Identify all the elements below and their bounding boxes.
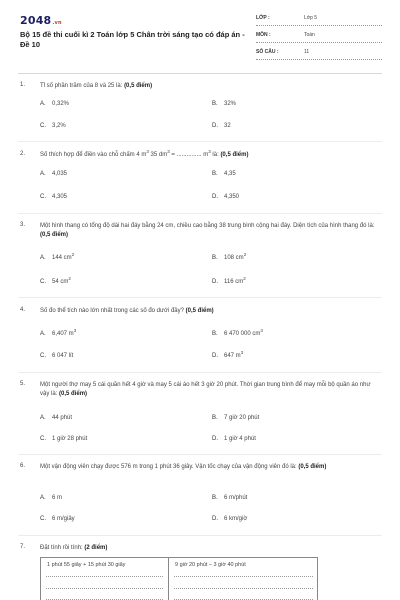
unit-exponent: 3 — [167, 149, 170, 154]
unit-exponent: 3 — [260, 328, 263, 333]
option-value: 0,32% — [52, 101, 70, 107]
question-number: 1. — [20, 82, 26, 88]
option-value: 4,305 — [52, 194, 68, 200]
question-divider — [18, 454, 382, 455]
unit-exponent: 2 — [243, 276, 246, 281]
question-points: (0,5 điểm) — [124, 83, 153, 89]
option-letter: B. — [212, 415, 218, 421]
question-points: (0,5 điểm) — [298, 464, 327, 470]
option-letter: B. — [212, 331, 218, 337]
unit-exponent: 3 — [146, 149, 149, 154]
option-value: 108 cm — [224, 255, 244, 261]
option-letter: D. — [212, 353, 218, 359]
question-prompt: Tỉ số phần trăm của 8 và 25 là: — [40, 83, 123, 89]
option-value: 6 km/giờ — [224, 516, 248, 522]
question-prompt: Một vận động viên chạy được 576 m trong 1 phút 36 giây. Vận tốc chạy của vận động viên đó là: — [40, 464, 297, 470]
calculation-expression: 1 phút 55 giây + 15 phút 30 giây — [47, 562, 126, 568]
option-letter: B. — [212, 171, 218, 177]
unit-exponent: 3 — [73, 328, 77, 333]
meta-value: 11 — [304, 49, 310, 55]
option-letter: C. — [40, 279, 46, 285]
meta-key: LỚP : — [256, 15, 270, 21]
option-a[interactable] — [40, 415, 72, 421]
unit-exponent: 2 — [68, 276, 71, 281]
question-prompt: Một người thợ may 5 cái quần hết 4 giờ và may 5 cái áo hết 3 giờ 20 phút. Thời gian trung bình để may mỗi bộ quần áo như vậy là: — [40, 382, 371, 397]
option-c[interactable] — [40, 436, 87, 442]
logo-tld: .vn — [52, 20, 62, 26]
question-divider — [18, 535, 382, 536]
meta-subject — [256, 31, 382, 43]
question-prompt: là: — [210, 152, 219, 158]
option-b[interactable] — [212, 415, 259, 421]
question-text — [40, 222, 380, 240]
unit-exponent: 2 — [71, 252, 75, 257]
question-text — [40, 82, 380, 91]
answer-line[interactable] — [174, 576, 313, 577]
question-number: 6. — [20, 463, 26, 469]
option-b[interactable] — [212, 328, 263, 337]
option-d[interactable] — [212, 123, 231, 129]
option-d[interactable] — [212, 350, 244, 359]
option-a[interactable] — [40, 171, 67, 177]
meta-question-count — [256, 48, 382, 60]
option-letter: A. — [40, 495, 46, 501]
option-value: 6 047 lít — [52, 353, 74, 359]
question-points: (0,5 điểm) — [220, 152, 249, 158]
question-divider — [18, 141, 382, 142]
option-value: 3,2% — [52, 123, 66, 129]
option-value: 116 cm — [224, 279, 244, 285]
calculation-cell-left — [41, 558, 169, 600]
option-a[interactable] — [40, 101, 69, 107]
unit-exponent: 3 — [240, 350, 244, 355]
option-letter: C. — [40, 516, 46, 522]
option-letter: C. — [40, 436, 46, 442]
option-d[interactable] — [212, 194, 239, 200]
site-logo[interactable] — [20, 14, 62, 27]
option-value: 6,407 m — [52, 331, 74, 337]
question-number: 5. — [20, 381, 26, 387]
question-text — [40, 544, 380, 553]
exam-title: Bộ 15 đề thi cuối kì 2 Toán lớp 5 Chân trời sáng tạo có đáp án - Đề 10 — [20, 30, 245, 49]
option-d[interactable] — [212, 276, 246, 285]
option-letter: B. — [212, 495, 218, 501]
option-value: 54 cm — [52, 279, 69, 285]
option-a[interactable] — [40, 495, 62, 501]
option-value: 6 m/phút — [224, 495, 248, 501]
question-prompt: Số đo thể tích nào lớn nhất trong các số đo dưới đây? — [40, 308, 184, 314]
option-d[interactable] — [212, 516, 247, 522]
question-number: 7. — [20, 544, 26, 550]
unit-exponent: 3 — [208, 149, 211, 154]
question-prompt: 35 dm — [148, 152, 168, 158]
question-points: (2 điểm) — [84, 545, 108, 551]
option-letter: A. — [40, 171, 46, 177]
meta-value: Toán — [304, 32, 315, 38]
option-value: 647 m — [224, 353, 241, 359]
option-value: 6 470 000 cm — [224, 331, 261, 337]
question-points: (0,5 điểm) — [40, 232, 69, 238]
option-value: 144 cm — [52, 255, 72, 261]
question-divider — [18, 297, 382, 298]
answer-line[interactable] — [46, 588, 163, 589]
logo-text: 2048 — [20, 14, 52, 27]
option-letter: B. — [212, 101, 218, 107]
option-c[interactable] — [40, 123, 66, 129]
option-letter: C. — [40, 194, 46, 200]
option-letter: B. — [212, 255, 218, 261]
question-prompt: Một hình thang có tổng độ dài hai đáy bằng 24 cm, chiều cao bằng 38 trung bình cộng hai đáy. Diện tích của hình thang đó là: — [40, 223, 375, 229]
calculation-table — [40, 557, 318, 600]
document-header — [20, 14, 382, 80]
meta-class — [256, 14, 382, 26]
option-letter: D. — [212, 516, 218, 522]
option-b[interactable] — [212, 101, 236, 107]
question-divider — [18, 372, 382, 373]
option-b[interactable] — [212, 252, 247, 261]
option-c[interactable] — [40, 353, 73, 359]
option-value: 1 giờ 28 phút — [52, 436, 88, 442]
option-letter: A. — [40, 331, 46, 337]
option-d[interactable] — [212, 436, 256, 442]
option-value: 1 giờ 4 phút — [224, 436, 256, 442]
option-value: 6 m/giây — [52, 516, 75, 522]
option-c[interactable] — [40, 276, 71, 285]
question-points: (0,5 điểm) — [185, 308, 214, 314]
option-c[interactable] — [40, 194, 67, 200]
option-value: 32 — [224, 123, 231, 129]
question-number: 3. — [20, 222, 26, 228]
question-prompt: Số thích hợp để điền vào chỗ chấm 4 m — [40, 152, 147, 158]
header-divider — [18, 73, 382, 74]
calculation-expression: 9 giờ 20 phút – 3 giờ 40 phút — [175, 562, 246, 568]
question-points: (0,5 điểm) — [59, 391, 88, 397]
question-number: 4. — [20, 307, 26, 313]
answer-line[interactable] — [46, 576, 163, 577]
option-b[interactable] — [212, 495, 247, 501]
option-letter: A. — [40, 255, 46, 261]
option-a[interactable] — [40, 252, 75, 261]
option-value: 44 phút — [52, 415, 73, 421]
question-text — [40, 463, 380, 472]
option-value: 6 m — [52, 495, 63, 501]
question-divider — [18, 213, 382, 214]
option-letter: D. — [212, 123, 218, 129]
option-value: 7 giờ 20 phút — [224, 415, 260, 421]
option-value: 4,035 — [52, 171, 68, 177]
option-letter: A. — [40, 415, 46, 421]
option-value: 4,35 — [224, 171, 236, 177]
option-value: 4,350 — [224, 194, 240, 200]
question-text — [40, 381, 380, 399]
question-prompt: = ............... m — [169, 152, 209, 158]
meta-key: MÔN : — [256, 32, 271, 38]
answer-line[interactable] — [174, 588, 313, 589]
option-value: 32% — [224, 101, 237, 107]
exam-meta — [256, 14, 382, 65]
meta-key: SỐ CÂU : — [256, 49, 279, 55]
option-letter: C. — [40, 123, 46, 129]
question-prompt: Đặt tính rồi tính: — [40, 545, 83, 551]
option-c[interactable] — [40, 516, 75, 522]
option-letter: D. — [212, 194, 218, 200]
meta-value: Lớp 5 — [304, 15, 318, 21]
option-a[interactable] — [40, 328, 77, 337]
calculation-cell-right — [169, 558, 318, 600]
question-text — [40, 151, 380, 160]
question-text — [40, 307, 380, 316]
question-number: 2. — [20, 151, 26, 157]
option-letter: C. — [40, 353, 46, 359]
unit-exponent: 2 — [243, 252, 247, 257]
option-b[interactable] — [212, 171, 236, 177]
option-letter: A. — [40, 101, 46, 107]
option-letter: D. — [212, 436, 218, 442]
option-letter: D. — [212, 279, 218, 285]
